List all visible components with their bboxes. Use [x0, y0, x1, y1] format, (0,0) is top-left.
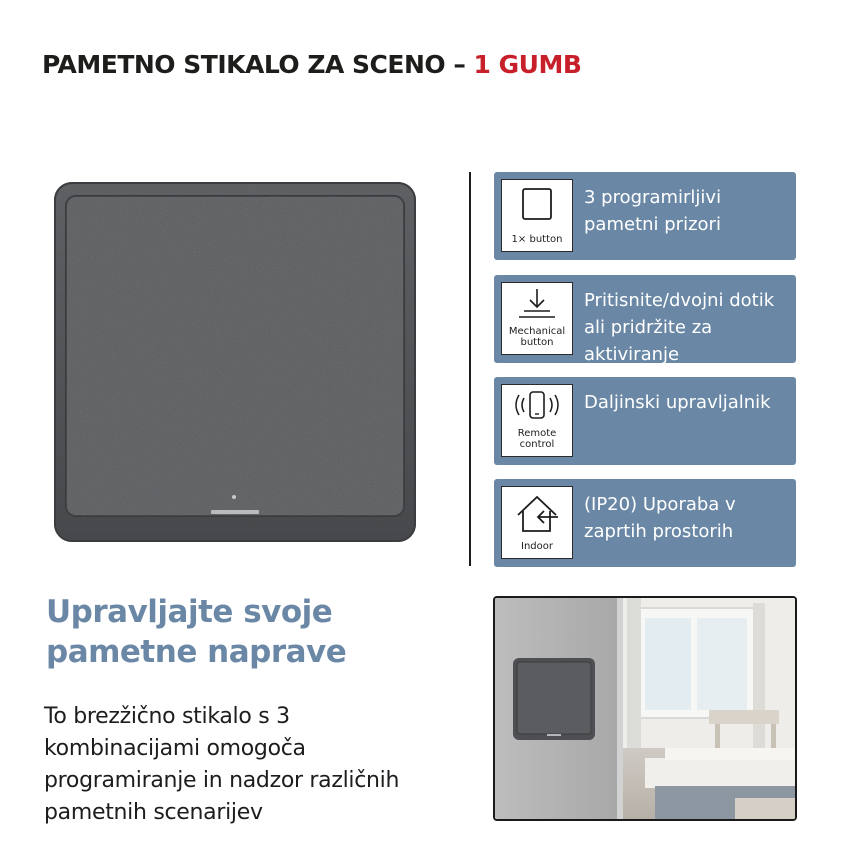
feature-card-programmable: [494, 172, 796, 260]
icon-label: Mechanical button: [508, 326, 566, 348]
feature-text: Daljinski upravljalnik: [584, 392, 771, 413]
product-image-switch: [54, 182, 416, 542]
title-accent: 1 GUMB: [473, 50, 582, 79]
feature-text: (IP20) Uporaba v zaprtih prostorih: [584, 494, 736, 542]
feature-card-indoor: [494, 479, 796, 567]
feature-text: Pritisnite/dvojni dotik ali pridržite za aktiviranje: [584, 290, 775, 365]
feature-icon-box: [501, 282, 573, 355]
feature-card-remote: [494, 377, 796, 465]
vertical-divider: [469, 172, 471, 566]
page-title: [42, 50, 581, 79]
feature-icon-box: [501, 179, 573, 252]
icon-label: 1× button: [511, 234, 563, 245]
body-description: To brezžično stikalo s 3 kombinacijami omogoča programiranje in nadzor različnih pametnih scenarijev: [44, 704, 400, 825]
headline: Upravljajte svoje pametne naprave: [46, 594, 347, 670]
icon-label: Remote control: [517, 428, 557, 450]
feature-icon-box: [501, 486, 573, 559]
title-main: PAMETNO STIKALO ZA SCENO –: [42, 50, 474, 79]
feature-card-mechanical: [494, 275, 796, 363]
feature-text: 3 programirljivi pametni prizori: [584, 187, 722, 235]
icon-label: Indoor: [521, 541, 553, 552]
feature-icon-box: [501, 384, 573, 457]
room-photo: [493, 596, 797, 821]
